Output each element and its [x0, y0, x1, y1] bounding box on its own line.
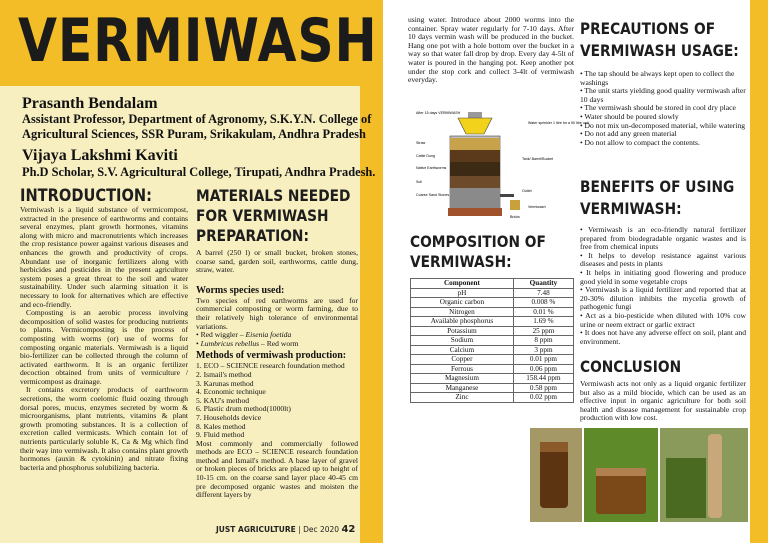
component-cell: Available phosphorus — [411, 317, 514, 327]
component-cell: Potassium — [411, 326, 514, 336]
materials-heading — [196, 186, 350, 246]
precautions-heading-line: PRECAUTIONS OF — [580, 19, 716, 38]
table-row — [411, 288, 574, 298]
composition-heading-line: VERMIWASH: — [410, 252, 512, 271]
materials-heading-line: PREPARATION: — [196, 226, 309, 245]
benefits-heading — [580, 176, 734, 220]
species-common-name: – Red worm — [259, 338, 299, 348]
composition-table — [410, 278, 574, 403]
list-item: • It does not have any adverse effect on soil, plant and environment. — [580, 328, 746, 346]
conclusion-text: Vermiwash acts not only as a liquid organic fertilizer but also as a mild biocide, which can be used as an effective input in organic agriculture for both soil health and disease management for sustainable crop production with low cost. — [580, 379, 746, 423]
issue-date: Dec 2020 — [303, 525, 340, 534]
method-item: 1. ECO – SCIENCE research foundation method — [196, 361, 345, 371]
methods-list — [196, 362, 358, 439]
method-item: 8. Kales method — [196, 421, 246, 431]
plant-foliage — [666, 458, 706, 518]
table-row — [411, 393, 574, 403]
method-item: 2. Ismail's method — [196, 369, 252, 379]
component-cell: Manganese — [411, 383, 514, 393]
method-item: 7. Households device — [196, 412, 262, 422]
table-header-row — [411, 279, 574, 289]
cattle-dung-layer — [450, 150, 500, 162]
diagram-label: Native Earthworms — [416, 166, 447, 170]
species-latin-name: Eisenia foetida — [245, 330, 292, 340]
article-title: VERMIWASH — [18, 6, 378, 76]
quantity-cell: 8 ppm — [513, 336, 573, 346]
intro-paragraph: It contains excretory products of earthworm secretions, the worm coelomic fluid oozing through dorsal pores, mucus, enzymes secreted by worm & microorganisms, plant nutrients, vitamins & plant growth promoting substances. It is a collection of excretion called vermicasts. Which contain lot of nutrients particularly soluble K, Ca & Mg which find their way into vermiwash. It also contains plant growth hormones (auxin & cytokinin) and nitrate fixing bacteria and phosphorus solubilizing bacteria. — [20, 385, 188, 472]
intro-text — [20, 206, 188, 472]
species-item: • Lumbricus rebellus – Red worm — [196, 338, 299, 348]
intro-paragraph: Composting is an aerobic process involving decomposition of solid wastes for producing nutrients to plants. Vermicomposting is the process of composting with worms (or) use of worms for composting organic materials. Vermiwash is a liquid bio-fertilizer can be collected through the column of activated earthworm. It is an organic fertilizer decoction obtained from units of vermiculture / vermicompost as drainage. — [20, 308, 188, 386]
species-item: • Red wiggler – Eisenia foetida — [196, 330, 292, 340]
method-item: 9. Fluid method — [196, 430, 245, 440]
list-item: • It helps in initiating good flowering and produce good yield in some vegetable crops — [580, 267, 746, 286]
hanging-pot — [458, 118, 492, 134]
author-affiliation-1: Assistant Professor, Department of Agronomy, S.K.Y.N. College of Agricultural Sciences, SSR Puram, Srikakulam, Andhra Pradesh — [22, 112, 372, 141]
composition-heading-line: COMPOSITION OF — [410, 232, 546, 251]
methods-heading: Methods of vermiwash production: — [196, 350, 347, 362]
photo-spraying-plants — [660, 428, 748, 522]
earthworm-layer — [450, 162, 500, 176]
list-item: • Act as a bio-pesticide when diluted with 10% cow urine or neem extract or garlic extract — [580, 310, 746, 329]
diagram-label: Straw — [416, 141, 426, 145]
right-accent-stripe — [750, 0, 768, 543]
list-item: • It helps to develop resistance against various diseases and pests in plants — [580, 250, 746, 269]
table-row — [411, 307, 574, 317]
photo-vermiwash-jar — [530, 428, 582, 522]
diagram-label: Bricks — [510, 215, 520, 219]
quantity-cell: 0.008 % — [513, 298, 573, 308]
benefits-list — [580, 226, 746, 346]
precautions-list — [580, 70, 746, 147]
component-cell: Nitrogen — [411, 307, 514, 317]
column-header: Component — [411, 279, 514, 289]
component-cell: Organic carbon — [411, 298, 514, 308]
materials-list: A barrel (250 l) or small bucket, broken stones, coarse sand, garden soil, earthworms, cattle dung, straw, water. — [196, 248, 358, 275]
page-footer: JUST AGRICULTURE | Dec 2020 42 — [216, 524, 356, 535]
list-item: • Do not mix un-decomposed material, while watering — [580, 120, 746, 130]
species-heading: Worms species used: — [196, 284, 285, 296]
quantity-cell: 0.58 ppm — [513, 383, 573, 393]
photo-vermiwash-beaker — [584, 428, 658, 522]
list-item: • The vermiwash should be stored in cool dry place — [580, 103, 736, 113]
list-item: • Do not allow to compact the contents. — [580, 137, 700, 147]
outlet-tap — [500, 194, 514, 197]
method-item: 6. Plastic drum method(1000lt) — [196, 404, 291, 414]
quantity-cell: 0.02 ppm — [513, 393, 573, 403]
species-text: Two species of red earthworms are used for commercial composting or worm farming, due to their relatively high tolerance of environmental variations. — [196, 295, 358, 331]
method-item: 5. KAU's method — [196, 395, 250, 405]
method-item: 3. Karunas method — [196, 378, 254, 388]
diagram-label: Outlet — [522, 189, 532, 193]
precautions-heading-line: VERMIWASH USAGE: — [580, 41, 739, 60]
diagram-label: Water sprinkler 1 litre for a 50 litre unit — [528, 121, 589, 125]
component-cell: Magnesium — [411, 374, 514, 384]
precautions-heading — [580, 18, 739, 62]
continued-text: using water. Introduce about 2000 worms into the container. Spray water regularly for 7-10 days. After 10 days vermin wash will be produced in the bucket. Hang one pot with a hole bottom over the bucket in a way so that water fall drop by drop. Every day 4-5lt of water is poured in the hanging pot. Keep another pot under the stop cork and collect 3-4lt of vermiwash everyday. — [408, 15, 574, 85]
list-item: • Do not add any green material — [580, 129, 677, 139]
list-item: • Water should be poured slowly — [580, 111, 679, 121]
accent-stripe — [360, 86, 383, 543]
table-row — [411, 326, 574, 336]
quantity-cell: 1.69 % — [513, 317, 573, 327]
list-item: • Vermiwash is a liquid fertilizer and reported that at 20-30% dilution inhibits the mycelia growth of pathogenic fungi — [580, 285, 746, 312]
diagram-label: Soil — [416, 180, 422, 184]
author-name-1: Prasanth Bendalam — [22, 95, 158, 112]
component-cell: Calcium — [411, 345, 514, 355]
author-name-2: Vijaya Lakshmi Kaviti — [22, 147, 178, 164]
table-row — [411, 374, 574, 384]
component-cell: Copper — [411, 355, 514, 365]
materials-text — [196, 249, 358, 500]
author-affiliation-2: Ph.D Scholar, S.V. Agricultural College, Tirupati, Andhra Pradesh. — [22, 165, 376, 179]
quantity-cell: 25 ppm — [513, 326, 573, 336]
species-common-name: Red wiggler – — [200, 330, 244, 340]
table-row — [411, 317, 574, 327]
materials-heading-line: FOR VERMIWASH — [196, 206, 329, 225]
table-row — [411, 336, 574, 346]
diagram-label: Tank/ Barrel/Bucket — [522, 157, 554, 161]
sprinkler-pot — [468, 112, 482, 118]
jar-neck — [540, 442, 568, 452]
composition-heading — [410, 232, 546, 272]
vermiwash-unit-diagram — [410, 108, 589, 222]
diagram-label: Coarse Sand Stones — [416, 193, 450, 197]
component-cell: pH — [411, 288, 514, 298]
component-cell: Ferrous — [411, 364, 514, 374]
conclusion-heading: CONCLUSION — [580, 357, 682, 376]
table-row — [411, 364, 574, 374]
benefits-heading-line: VERMIWASH: — [580, 199, 682, 218]
quantity-cell: 0.06 ppm — [513, 364, 573, 374]
component-cell: Zinc — [411, 393, 514, 403]
column-header: Quantity — [513, 279, 573, 289]
bricks — [448, 208, 502, 216]
magazine-name: JUST AGRICULTURE — [216, 525, 296, 534]
species-latin-name: Lumbricus rebellus — [200, 338, 260, 348]
table-row — [411, 345, 574, 355]
table-row — [411, 298, 574, 308]
intro-paragraph: Vermiwash is a liquid substance of vermicompost, extracted in the presence of earthworms and contains several enzymes, plant growth hormones, vitamins along with micro and macronutrients which increases the crop resistance power against various diseases and enhances the growth and productivity of crops. Abundant use of inorganic fertilizers along with herbicides and pesticides in the present agriculture system poses a great threat to the soil and water sustainability. Under such alarming situation it is necessary to look for alternatives which are effective and eco-friendly. — [20, 205, 188, 309]
coarse-sand-layer — [450, 188, 500, 208]
table-row — [411, 355, 574, 365]
component-cell: Sodium — [411, 336, 514, 346]
soil-layer — [450, 176, 500, 188]
quantity-cell: 0.01 % — [513, 307, 573, 317]
method-item: 4. Economic technique — [196, 387, 266, 397]
intro-heading: INTRODUCTION: — [20, 186, 152, 206]
diagram-label: Vermiwash — [528, 205, 546, 209]
page-number: 42 — [341, 524, 356, 535]
collection-pot — [510, 200, 520, 210]
arm-shape — [708, 434, 722, 518]
diagram-label: After 15 days VERMIWASH — [416, 111, 461, 115]
beaker-rim — [596, 468, 646, 476]
list-item: • Vermiwash is an eco-friendly natural fertilizer prepared from biodegradable organic wastes and is free from chemical inputs — [580, 225, 746, 252]
methods-closing-text: Most commonly and commercially followed methods are ECO – SCIENCE research foundation method and Ismail's method. A base layer of gravel or broken pieces of bricks are placed up to height of 10-15 cm. on the coarse sand layer place 40-45 cm pre decomposed organic wastes and moisten the different layers by — [196, 438, 358, 500]
benefits-heading-line: BENEFITS OF USING — [580, 177, 735, 196]
straw-layer — [450, 138, 500, 150]
list-item: • The tap should be always kept open to collect the washings — [580, 69, 735, 87]
quantity-cell: 3 ppm — [513, 345, 573, 355]
quantity-cell: 158.44 ppm — [513, 374, 573, 384]
quantity-cell: 7.48 — [513, 288, 573, 298]
list-item: • The unit starts yielding good quality vermiwash after 10 days — [580, 86, 746, 104]
quantity-cell: 0.01 ppm — [513, 355, 573, 365]
table-row — [411, 383, 574, 393]
diagram-label: Cattle Dung — [416, 154, 435, 158]
materials-heading-line: MATERIALS NEEDED — [196, 186, 351, 205]
